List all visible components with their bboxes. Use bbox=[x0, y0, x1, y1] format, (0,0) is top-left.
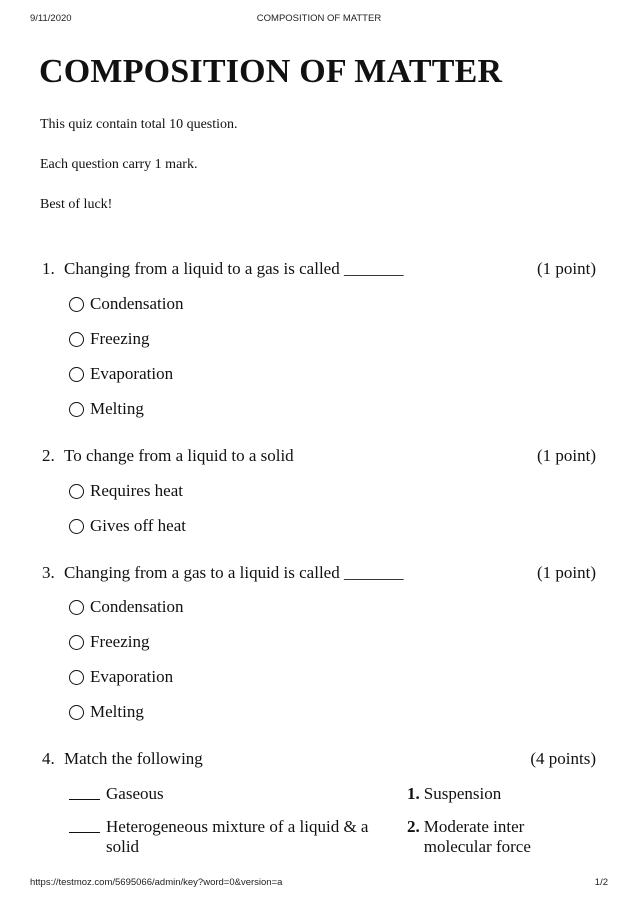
answer-option[interactable] bbox=[69, 399, 144, 419]
answer-option[interactable] bbox=[69, 329, 149, 349]
option-label: Condensation bbox=[90, 597, 184, 616]
match-item-text: Heterogeneous mixture of a liquid & a solid bbox=[106, 817, 369, 856]
answer-option[interactable] bbox=[69, 632, 149, 652]
question-points: (4 points) bbox=[530, 749, 596, 768]
print-header-title: COMPOSITION OF MATTER bbox=[256, 13, 382, 24]
question-text: Changing from a liquid to a gas is called _______ bbox=[64, 259, 404, 278]
match-item-left bbox=[69, 817, 379, 857]
question-number: 4. bbox=[42, 749, 55, 768]
radio-circle-icon[interactable] bbox=[69, 367, 84, 382]
radio-circle-icon[interactable] bbox=[69, 484, 84, 499]
option-label: Freezing bbox=[90, 632, 150, 651]
radio-circle-icon[interactable] bbox=[69, 705, 84, 720]
option-label: Freezing bbox=[90, 329, 150, 348]
option-label: Condensation bbox=[90, 294, 184, 313]
option-label: Evaporation bbox=[90, 364, 174, 383]
answer-option[interactable] bbox=[69, 294, 184, 314]
intro-line: Best of luck! bbox=[40, 197, 113, 212]
question-4 bbox=[42, 749, 596, 769]
option-label: Evaporation bbox=[90, 667, 174, 686]
question-points: (1 point) bbox=[536, 446, 596, 465]
question-number: 1. bbox=[42, 259, 55, 278]
option-label: Gives off heat bbox=[90, 516, 186, 535]
option-label: Melting bbox=[90, 399, 144, 418]
question-3 bbox=[42, 563, 596, 583]
match-item-text: Suspension bbox=[423, 784, 502, 803]
match-item-text: Moderate inter molecular force bbox=[423, 817, 531, 856]
match-item-number: 1. bbox=[407, 784, 420, 803]
option-label: Requires heat bbox=[90, 481, 183, 500]
answer-blank[interactable] bbox=[69, 817, 100, 833]
answer-option[interactable] bbox=[69, 667, 173, 687]
print-footer-url: https://testmoz.com/5695066/admin/key?word=0&version=a bbox=[30, 877, 283, 888]
answer-option[interactable] bbox=[69, 364, 173, 384]
question-1 bbox=[42, 259, 596, 279]
question-2 bbox=[42, 446, 596, 466]
question-text: Match the following bbox=[64, 749, 203, 768]
question-number: 2. bbox=[42, 446, 55, 465]
radio-circle-icon[interactable] bbox=[69, 297, 84, 312]
radio-circle-icon[interactable] bbox=[69, 635, 84, 650]
print-date: 9/11/2020 bbox=[30, 13, 72, 24]
intro-line: Each question carry 1 mark. bbox=[40, 157, 198, 172]
radio-circle-icon[interactable] bbox=[69, 332, 84, 347]
match-item-right bbox=[407, 817, 577, 857]
match-item-left bbox=[69, 784, 379, 804]
match-item-number: 2. bbox=[407, 817, 420, 836]
print-page-number: 1/2 bbox=[594, 877, 608, 888]
question-points: (1 point) bbox=[536, 563, 596, 582]
answer-blank[interactable] bbox=[69, 784, 100, 800]
question-text: Changing from a gas to a liquid is called _______ bbox=[64, 563, 404, 582]
page-title: COMPOSITION OF MATTER bbox=[39, 53, 503, 90]
match-item-right bbox=[407, 784, 577, 804]
radio-circle-icon[interactable] bbox=[69, 402, 84, 417]
match-item-text: Gaseous bbox=[106, 784, 164, 803]
question-number: 3. bbox=[42, 563, 55, 582]
option-label: Melting bbox=[90, 702, 144, 721]
radio-circle-icon[interactable] bbox=[69, 670, 84, 685]
answer-option[interactable] bbox=[69, 481, 183, 501]
answer-option[interactable] bbox=[69, 597, 184, 617]
question-text: To change from a liquid to a solid bbox=[64, 446, 294, 465]
answer-option[interactable] bbox=[69, 516, 186, 536]
radio-circle-icon[interactable] bbox=[69, 519, 84, 534]
answer-option[interactable] bbox=[69, 702, 144, 722]
radio-circle-icon[interactable] bbox=[69, 600, 84, 615]
intro-line: This quiz contain total 10 question. bbox=[40, 117, 238, 132]
question-points: (1 point) bbox=[536, 259, 596, 278]
